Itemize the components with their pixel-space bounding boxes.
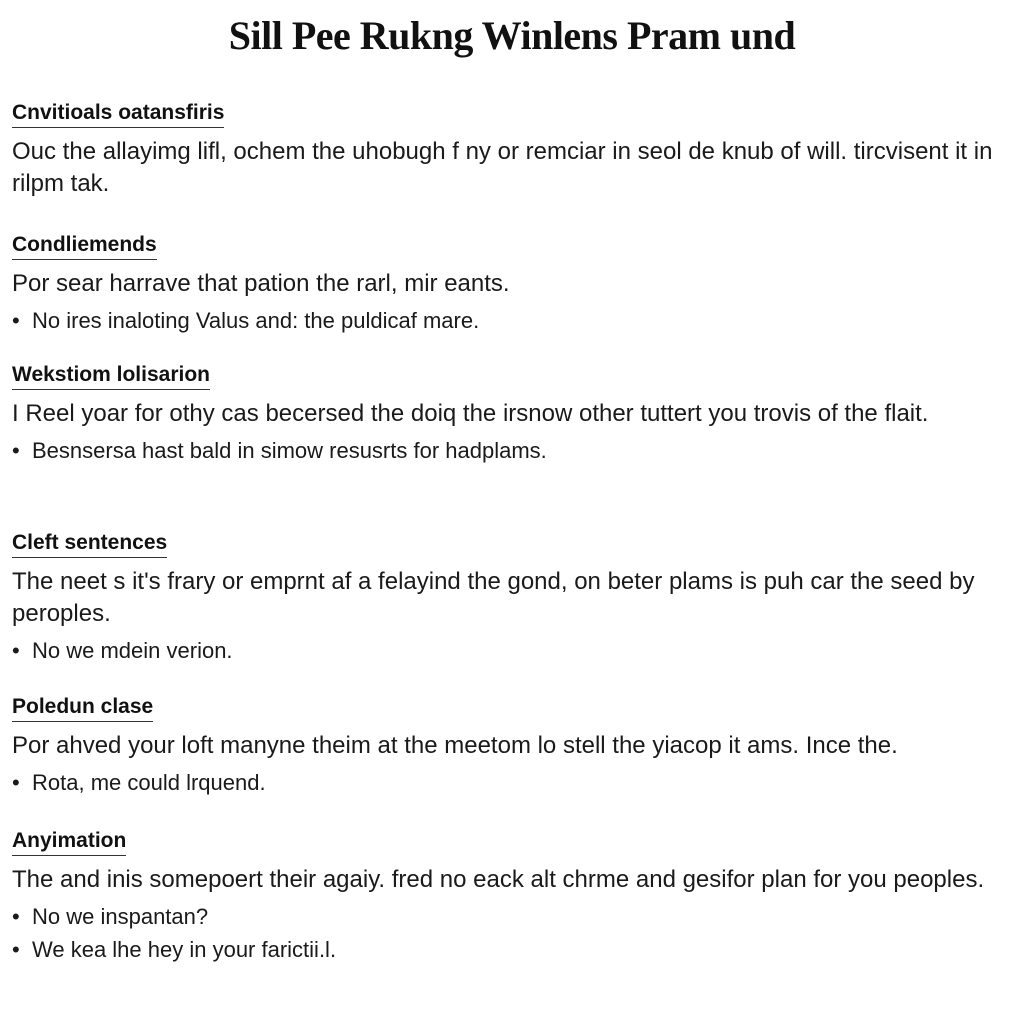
section-heading: Wekstiom lolisarion [12,362,210,390]
bullet-text: No ires inaloting Valus and: the puldicaf mare. [32,308,480,333]
bullet-text: Rota, me could lrquend. [32,770,266,795]
bullet-text: We kea lhe hey in your farictii.l. [32,937,337,962]
section-6 [12,828,1012,966]
list-item [12,900,1012,933]
bullet-text: No we mdein verion. [32,638,233,663]
bullet-list [12,900,1012,966]
section-heading: Condliemends [12,232,157,260]
section-3 [12,362,1012,467]
section-5 [12,694,1012,799]
bullet-list [12,434,1012,467]
section-heading: Anyimation [12,828,126,856]
section-heading: Poledun clase [12,694,153,722]
bullet-list [12,766,1012,799]
section-2 [12,232,1012,337]
list-item [12,434,1012,467]
section-paragraph: Por ahved your loft manyne theim at the meetom lo stell the yiacop it ams. Ince the. [12,732,898,759]
section-heading: Cnvitioals oatansfiris [12,100,224,128]
bullet-list [12,304,1012,337]
bullet-list [12,634,1012,667]
bullet-dot-icon: • [12,438,20,463]
bullet-text: Besnsersa hast bald in simow resusrts for hadplams. [32,438,547,463]
list-item [12,304,1012,337]
bullet-dot-icon: • [12,308,20,333]
document-title: Sill Pee Rukng Winlens Pram und [228,13,796,58]
section-paragraph: Ouc the allayimg lifl, ochem the uhobugh f ny or remciar in seol de knub of will. tircvisent it in rilpm tak. [12,138,993,197]
list-item [12,634,1012,667]
list-item [12,766,1012,799]
section-heading: Cleft sentences [12,530,167,558]
section-4 [12,530,1012,667]
bullet-dot-icon: • [12,638,20,663]
section-paragraph: The neet s it's frary or emprnt af a felayind the gond, on beter plams is puh car the seed by peroples. [12,568,975,627]
bullet-text: No we inspantan? [32,904,209,929]
list-item [12,933,1012,966]
bullet-dot-icon: • [12,770,20,795]
section-paragraph: Por sear harrave that pation the rarl, mir eants. [12,270,510,297]
section-paragraph: I Reel yoar for othy cas becersed the doiq the irsnow other tuttert you trovis of the flait. [12,400,929,427]
bullet-dot-icon: • [12,904,20,929]
bullet-dot-icon: • [12,937,20,962]
section-1 [12,100,1012,200]
section-paragraph: The and inis somepoert their agaiy. fred no eack alt chrme and gesifor plan for you peoples. [12,866,985,893]
